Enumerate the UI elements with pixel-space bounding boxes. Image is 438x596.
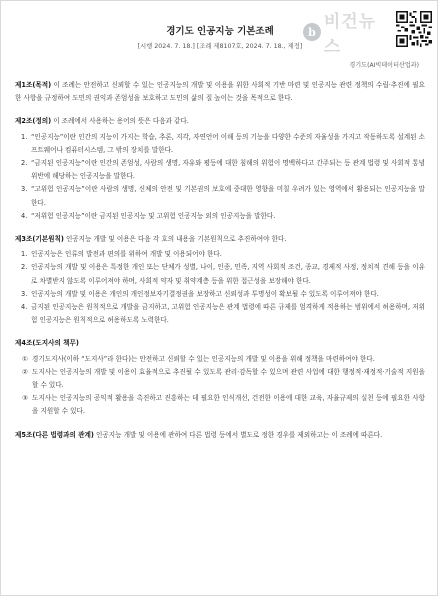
article-body: 이 조례는 안전하고 신뢰할 수 있는 인공지능의 개발 및 이용을 위한 사회적 기반 마련 및 인공지능 관련 정책의 수립·추진에 필요한 사항을 규정하여 도민의 권익과 존엄성을 보호하고 도민의 삶의 질 높이는 것을 목적으로 한다. (15, 81, 425, 103)
list-item: 2. “금지된 인공지능”이란 인간의 존엄성, 사람의 생명, 자유와 평등에 대한 침해의 위험이 명백하다고 간주되는 등 관계 법령 및 사회적 통념 위반에 해당하는 인공지능을 말한다. (21, 159, 425, 181)
article-3 (15, 233, 425, 327)
article-4 (15, 337, 425, 418)
list-item: 1. 인공지능은 인류의 발전과 편의를 위하여 개발 및 이용되어야 한다. (21, 250, 222, 259)
article-2 (15, 115, 425, 223)
principle-list (15, 248, 425, 327)
article-5 (15, 429, 425, 442)
article-heading: 제2조(정의) (15, 117, 52, 126)
department-label: 경기도(AI빅데이터산업과) (349, 62, 419, 69)
document-meta: [시행 2024. 7. 18.] [조례 제8107호, 2024. 7. 18., 제정] (137, 43, 303, 50)
article-intro: 인공지능 개발 및 이용은 다음 각 호의 내용을 기본원칙으로 추진하여야 한다. (63, 235, 287, 244)
document-title: 경기도 인공지능 기본조례 (166, 26, 274, 37)
list-item: ③ 도지사는 인공지능의 공익적 활용을 촉진하고 진흥하는 데 필요한 인식개선, 건전한 이용에 대한 교육, 자율규제의 실천 등에 필요한 사항을 지원할 수 있다. (22, 394, 425, 416)
clause-list (15, 353, 425, 419)
article-heading: 제3조(기본원칙) (15, 235, 64, 244)
list-item: 4. “저위험 인공지능”이란 금지된 인공지능 및 고위험 인공지능 외의 인공지능을 말한다. (21, 211, 276, 220)
list-item: ① 경기도지사(이하 “도지사”라 한다)는 안전하고 신뢰할 수 있는 인공지능의 개발 및 이용을 위해 정책을 마련하여야 한다. (22, 354, 375, 363)
list-item: 2. 인공지능의 개발 및 이용은 특정한 개인 또는 단체가 성별, 나이, 인종, 민족, 지역 사회적 조건, 종교, 경제적 사정, 정치적 견해 등을 이유로 차별받지 않도록 이루어져야 하며, 사회적 약자 및 취약계층 등을 위한 접근성을 보장해야 한다. (21, 263, 425, 285)
article-1 (15, 79, 425, 105)
definition-list (15, 131, 425, 223)
list-item: 3. 인공지능의 개발 및 이용은 개인의 개인정보자기결정권을 보장하고 신뢰성과 투명성이 확보될 수 있도록 이루어져야 한다. (21, 289, 379, 298)
list-item: 3. “고위험 인공지능”이란 사람의 생명, 신체의 안전 및 기본권의 보호에 중대한 영향을 미칠 우려가 있는 영역에서 활용되는 인공지능을 말한다. (21, 185, 425, 207)
watermark-logo-icon: b (303, 23, 321, 41)
list-item: 4. 금지된 인공지능은 원칙적으로 개발을 금지하고, 고위험 인공지능은 관계 법령에 따른 규제를 엄격하게 적용하는 범위에서 허용하며, 저위험 인공지능은 원칙적으로 허용하도록 노력한다. (21, 303, 425, 325)
watermark-text: 비건뉴스 (323, 12, 377, 57)
list-item: 1. “인공지능”이란 인간의 지능이 가지는 학습, 추론, 지각, 자연언어 이해 등의 기능을 다양한 수준의 자율성을 가지고 작동하도록 설계된 소프트웨어나 컴퓨터시스템, 그 밖의 장치를 말한다. (21, 132, 425, 154)
document-body (15, 79, 425, 452)
article-body: 인공지능 개발 및 이용에 관하여 다른 법령 등에서 별도로 정한 경우를 제외하고는 이 조례에 따른다. (93, 430, 383, 439)
article-heading: 제5조(다른 법령과의 관계) (15, 430, 94, 439)
list-item: ② 도지사는 인공지능의 개발 및 이용이 효율적으로 추진될 수 있도록 관리·감독할 수 있으며 관련 사업에 대한 행정적·재정적·기술적 지원을 할 수 있다. (22, 367, 425, 390)
article-heading: 제4조(도지사의 책무) (15, 339, 79, 348)
article-heading: 제1조(목적) (15, 81, 52, 89)
article-intro: 이 조례에서 사용하는 용어의 뜻은 다음과 같다. (51, 117, 189, 126)
